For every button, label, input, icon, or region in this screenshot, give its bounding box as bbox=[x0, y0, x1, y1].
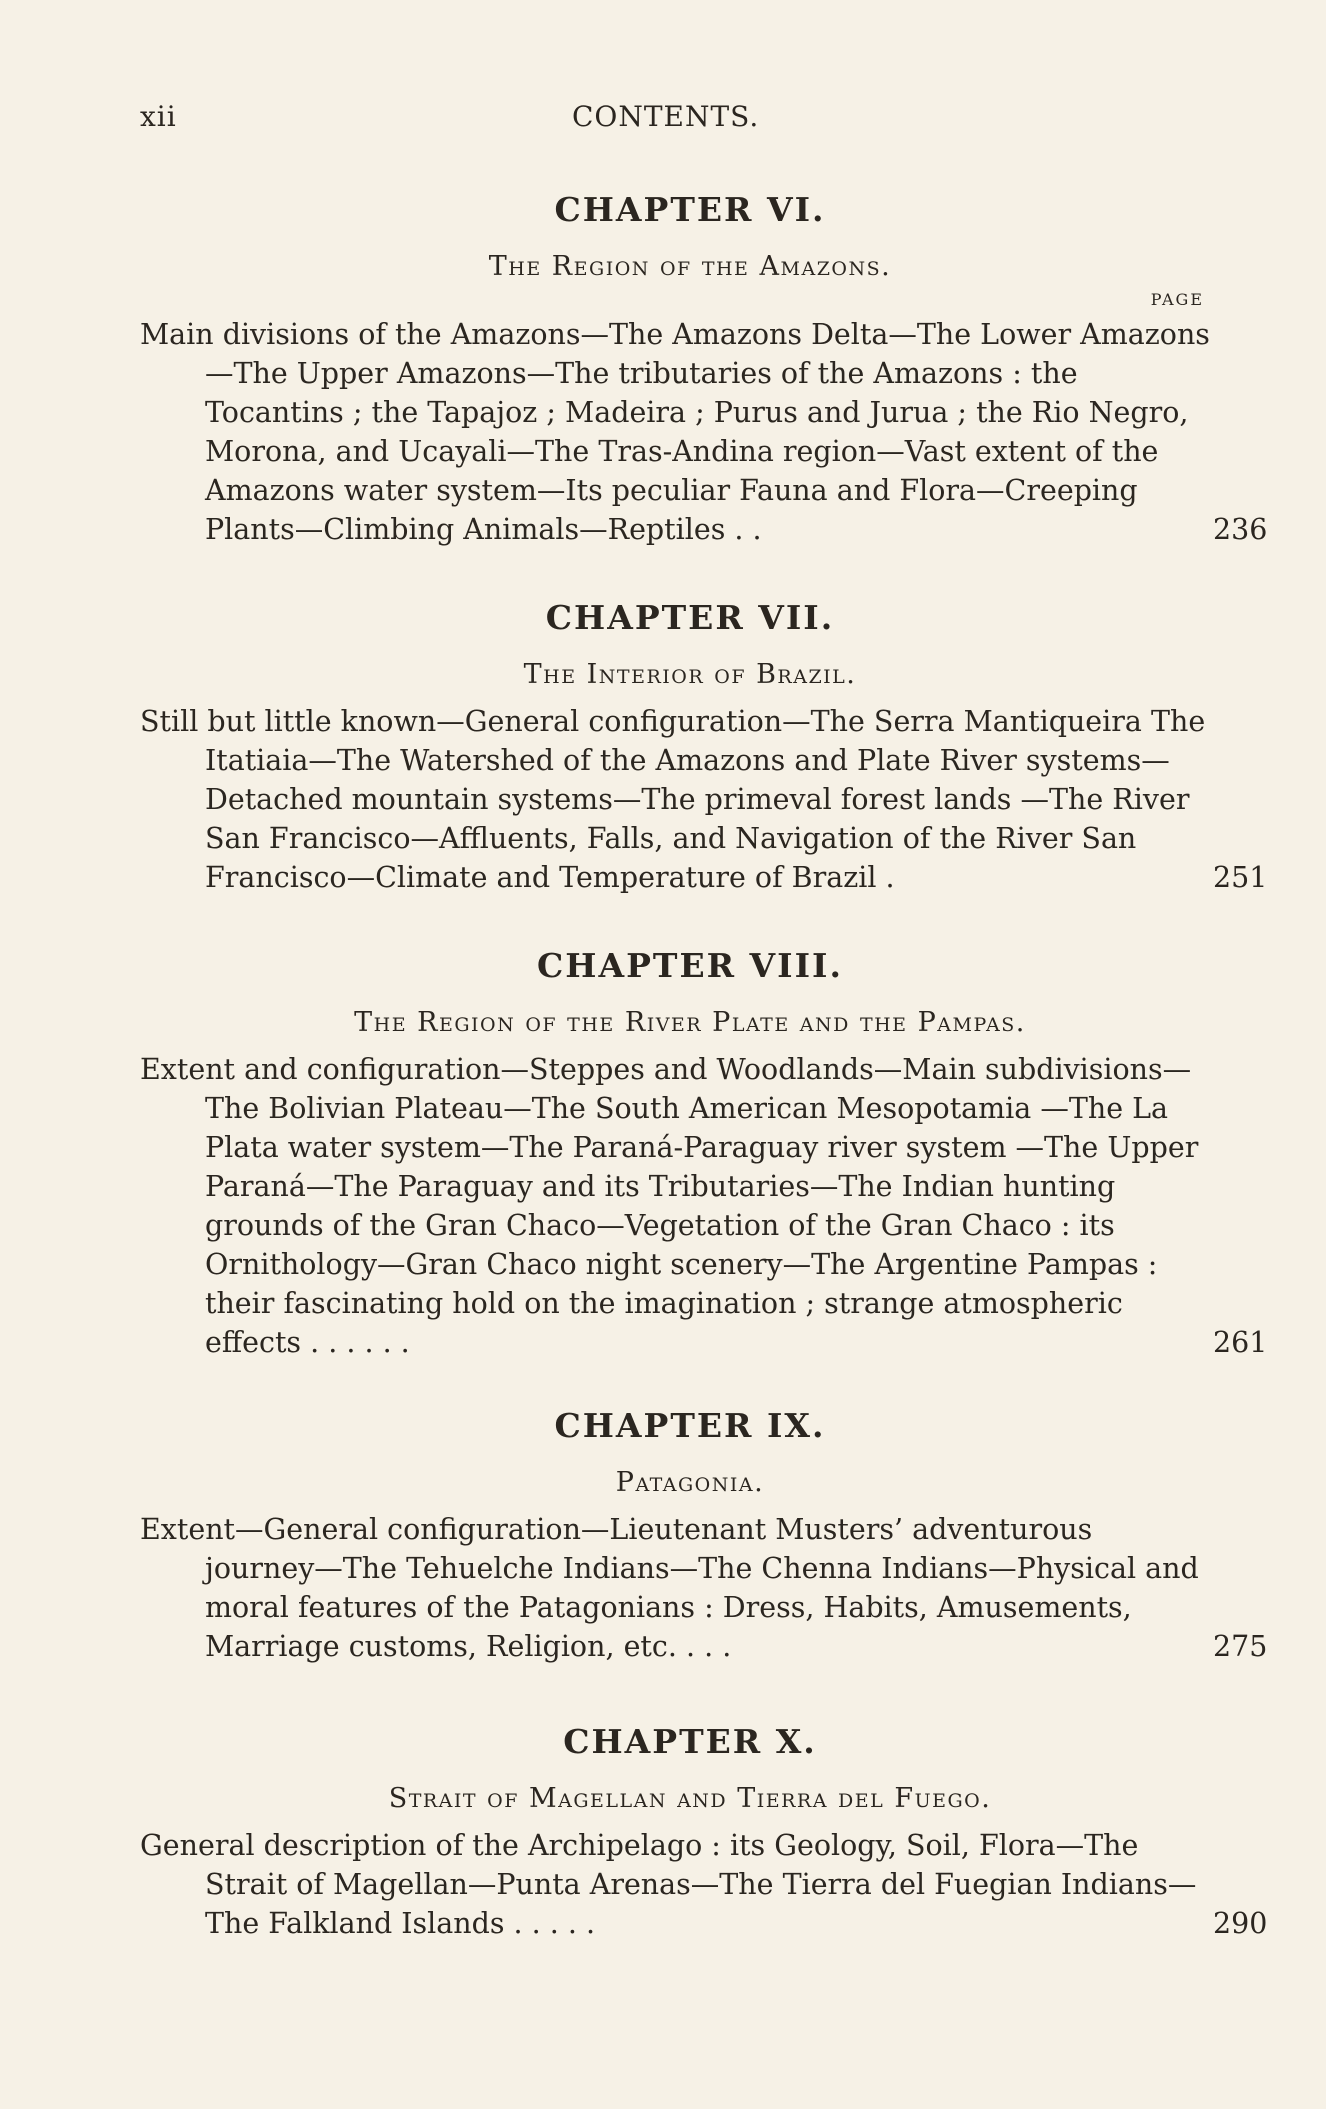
chapter-heading: CHAPTER VIII. bbox=[537, 946, 843, 985]
dot-leaders: . bbox=[876, 861, 895, 894]
dot-leaders: . . . . . bbox=[504, 1907, 596, 1940]
summary-text: Extent and configuration—Steppes and Woodlands—Main subdivisions—The Bolivian Plateau—The South American Mesopotamia —The La Plata water system—The Paraná-Paraguay river system —The Upper Paraná—The Paraguay and its Tributaries—The Indian hunting grounds of the Gran Chaco—Vegetation of the Gran Chaco : its Ornithology—Gran Chaco night scenery—The Argentine Pampas : their fascinating hold on the imagination ; strange atmospheric effects bbox=[140, 1053, 1199, 1359]
chapter-title: Strait of Magellan and Tierra del Fuego. bbox=[388, 1783, 992, 1814]
dot-leaders: . . . bbox=[676, 1630, 732, 1663]
summary-text: Still but little known—General configuration—The Serra Mantiqueira The Itatiaia—The Watershed of the Amazons and Plate River systems—Detached mountain systems—The primeval forest lands —The River San Francisco—Affluents, Falls, and Navigation of the River San Francisco—Climate and Temperature of Brazil bbox=[140, 705, 1206, 894]
page-folio: xii bbox=[140, 100, 177, 133]
chapter-summary: Extent and configuration—Steppes and Woodlands—Main subdivisions—The Bolivian Plateau—The South American Mesopotamia —The La Plata water system—The Paraná-Paraguay river system —The Upper Paraná—The Paraguay and its Tributaries—The Indian hunting grounds of the Gran Chaco—Vegetation of the Gran Chaco : its Ornithology—Gran Chaco night scenery—The Argentine Pampas : their fascinating hold on the imagination ; strange atmospheric effects . . . . . . 261 bbox=[140, 1053, 1268, 1359]
chapter-heading: CHAPTER VI. bbox=[554, 190, 826, 229]
dot-leaders: . . . . . . bbox=[301, 1326, 410, 1359]
dot-leaders: . . bbox=[725, 513, 762, 546]
chapter-title: The Region of the Amazons. bbox=[488, 251, 892, 282]
chapter-heading: CHAPTER VII. bbox=[545, 598, 835, 637]
summary-text: General description of the Archipelago : its Geology, Soil, Flora—The Strait of Magellan—Punta Arenas—The Tierra del Fuegian Indians—The Falkland Islands bbox=[140, 1829, 1197, 1940]
page-column-label: PAGE bbox=[1150, 290, 1204, 309]
chapter-entry bbox=[140, 598, 1268, 897]
chapter-title: Patagonia. bbox=[615, 1467, 765, 1498]
running-head-title: CONTENTS. bbox=[572, 100, 760, 133]
chapter-entry bbox=[140, 1406, 1268, 1666]
chapter-entry bbox=[140, 946, 1268, 1362]
chapter-heading: CHAPTER X. bbox=[563, 1722, 817, 1761]
chapter-summary: Main divisions of the Amazons—The Amazons Delta—The Lower Amazons—The Upper Amazons—The tributaries of the Amazons : the Tocantins ; the Tapajoz ; Madeira ; Purus and Jurua ; the Rio Negro, Morona, and Ucayali—The Tras-Andina region—Vast extent of the Amazons water system—Its peculiar Fauna and Flora—Creeping Plants—Climbing Animals—Reptiles . . 236 bbox=[140, 318, 1268, 546]
chapter-title: The Region of the River Plate and the Pampas. bbox=[354, 1007, 1026, 1038]
chapter-entry bbox=[140, 1722, 1268, 1943]
chapter-summary: Extent—General configuration—Lieutenant Musters’ adventurous journey—The Tehuelche Indians—The Chenna Indians—Physical and moral features of the Patagonians : Dress, Habits, Amusements, Marriage customs, Religion, etc. . . . 275 bbox=[140, 1513, 1268, 1663]
chapter-summary: Still but little known—General configuration—The Serra Mantiqueira The Itatiaia—The Watershed of the Amazons and Plate River systems—Detached mountain systems—The primeval forest lands —The River San Francisco—Affluents, Falls, and Navigation of the River San Francisco—Climate and Temperature of Brazil . 251 bbox=[140, 705, 1268, 894]
chapter-title: The Interior of Brazil. bbox=[523, 659, 857, 690]
summary-text: Extent—General configuration—Lieutenant Musters’ adventurous journey—The Tehuelche Indians—The Chenna Indians—Physical and moral features of the Patagonians : Dress, Habits, Amusements, Marriage customs, Religion, etc. bbox=[140, 1513, 1199, 1663]
chapter-heading: CHAPTER IX. bbox=[554, 1406, 826, 1445]
chapter-entry bbox=[140, 190, 1268, 549]
summary-text: Main divisions of the Amazons—The Amazons Delta—The Lower Amazons—The Upper Amazons—The tributaries of the Amazons : the Tocantins ; the Tapajoz ; Madeira ; Purus and Jurua ; the Rio Negro, Morona, and Ucayali—The Tras-Andina region—Vast extent of the Amazons water system—Its peculiar Fauna and Flora—Creeping Plants—Climbing Animals—Reptiles bbox=[140, 318, 1210, 546]
chapter-summary: General description of the Archipelago : its Geology, Soil, Flora—The Strait of Magellan—Punta Arenas—The Tierra del Fuegian Indians—The Falkland Islands . . . . . 290 bbox=[140, 1829, 1268, 1940]
